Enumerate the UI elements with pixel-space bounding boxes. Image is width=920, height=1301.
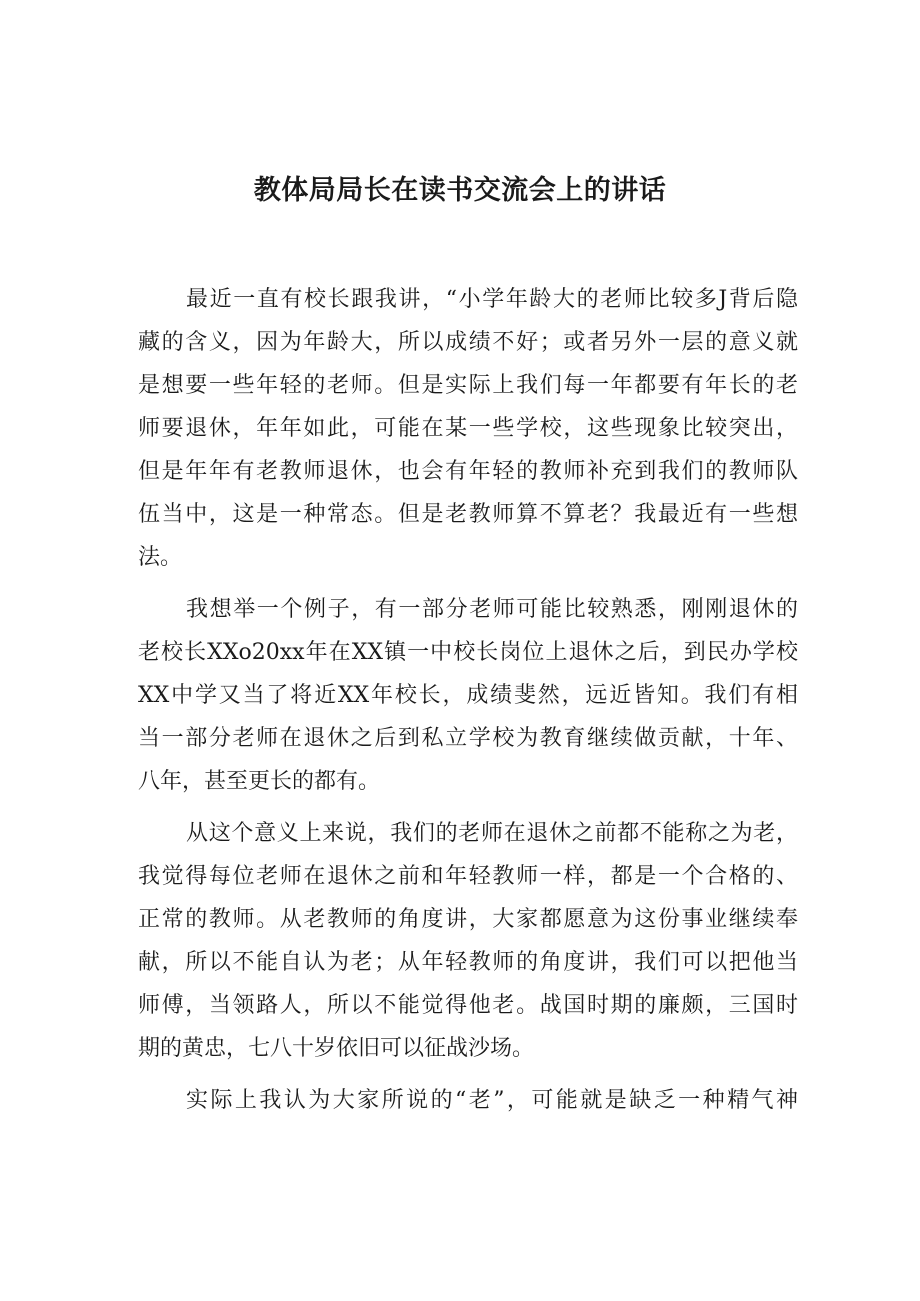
text-line: 正常的教师。从老教师的角度讲，大家都愿意为这份事业继续奉: [138, 907, 798, 932]
text-line: 法。: [138, 545, 183, 570]
text-line: 老校长XXo20xx年在XX镇一中校长岗位上退休之后，到民办学校: [138, 640, 798, 665]
document-body: [138, 278, 798, 1131]
text-line: 是想要一些年轻的老师。但是实际上我们每一年都要有年长的老: [138, 373, 798, 398]
paragraph-2: [138, 588, 798, 803]
text-line: XX中学又当了将近XX年校长，成绩斐然，远近皆知。我们有相: [138, 683, 798, 708]
text-line: 实际上我认为大家所说的“老”，可能就是缺乏一种精气神: [186, 1088, 798, 1113]
text-line: 当一部分老师在退休之后到私立学校为教育继续做贡献，十年、: [138, 726, 798, 751]
text-line: 八年，甚至更长的都有。: [138, 769, 381, 794]
text-line: 从这个意义上来说，我们的老师在退休之前都不能称之为老，: [186, 821, 798, 846]
text-line: 师要退休，年年如此，可能在某一些学校，这些现象比较突出，: [138, 416, 798, 441]
text-line: 藏的含义，因为年龄大，所以成绩不好；或者另外一层的意义就: [138, 330, 798, 355]
text-line: 献，所以不能自认为老；从年轻教师的角度讲，我们可以把他当: [138, 950, 798, 975]
document-title: 教体局局长在读书交流会上的讲话: [253, 175, 667, 206]
text-line: 期的黄忠，七八十岁依旧可以征战沙场。: [138, 1036, 535, 1061]
text-line: 伍当中，这是一种常态。但是老教师算不算老？我最近有一些想: [138, 502, 798, 527]
text-line: 最近一直有校长跟我讲，“小学年龄大的老师比较多J背后隐: [186, 287, 798, 312]
text-line: 师傅，当领路人，所以不能觉得他老。战国时期的廉颇，三国时: [138, 993, 798, 1018]
paragraph-3: [138, 812, 798, 1070]
text-line: 我觉得每位老师在退休之前和年轻教师一样，都是一个合格的、: [138, 864, 798, 889]
text-line: 但是年年有老教师退休，也会有年轻的教师补充到我们的教师队: [138, 459, 798, 484]
paragraph-1: [138, 278, 798, 579]
text-line: 我想举一个例子，有一部分老师可能比较熟悉，刚刚退休的: [186, 597, 798, 622]
paragraph-4: [138, 1079, 798, 1122]
